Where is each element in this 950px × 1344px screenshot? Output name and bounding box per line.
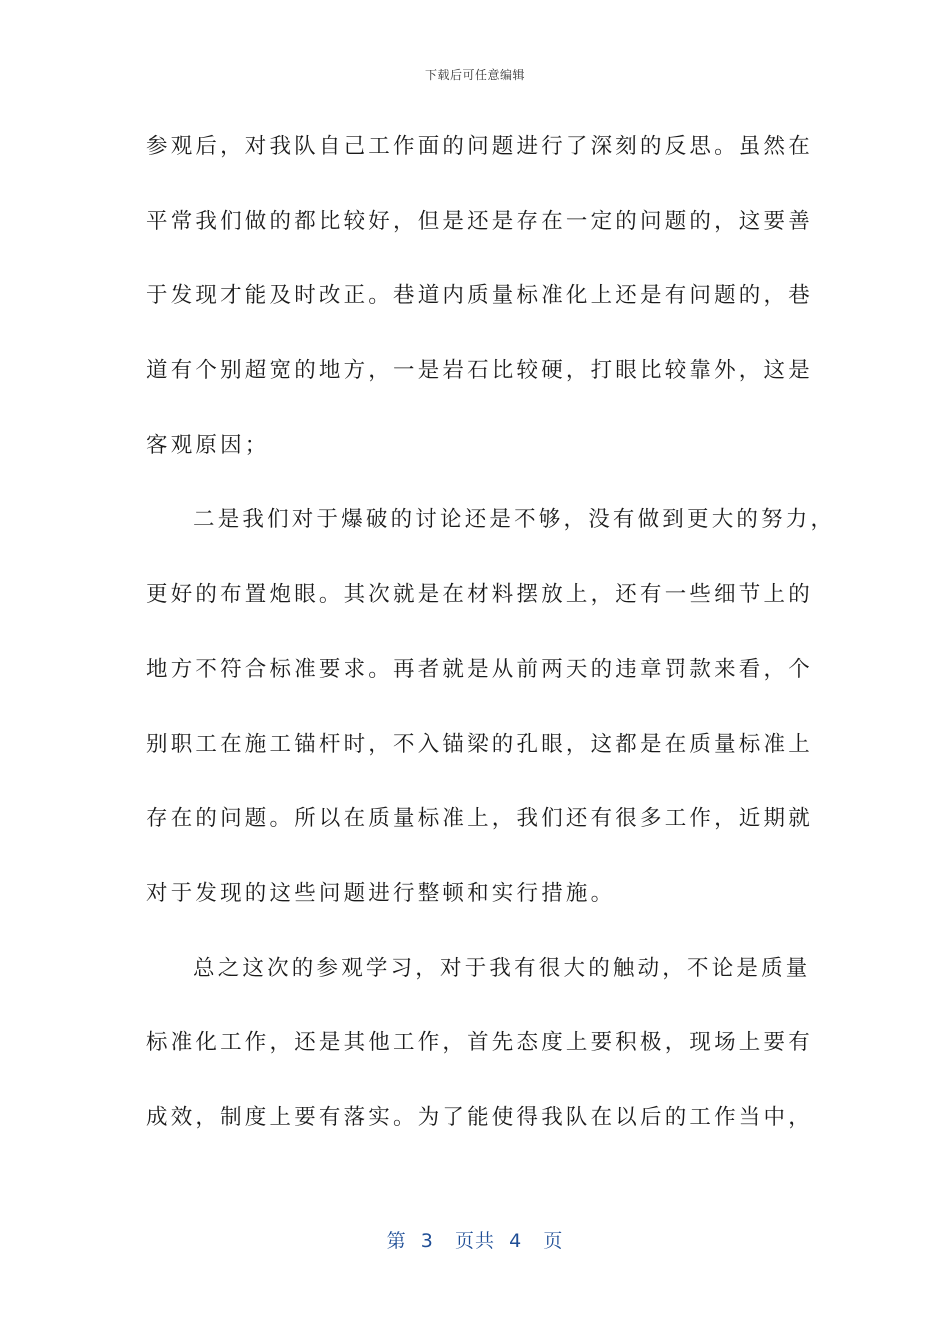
text-line: 地方不符合标准要求。再者就是从前两天的违章罚款来看，个 [146, 656, 813, 682]
text-line: 客观原因； [146, 432, 270, 458]
text-line: 别职工在施工锚杆时，不入锚梁的孔眼，这都是在质量标准上 [146, 731, 813, 757]
paragraph-first-line: 总之这次的参观学习，对于我有很大的触动，不论是质量 [193, 955, 811, 981]
footer-prefix: 第 [386, 1230, 407, 1252]
body-text [146, 127, 836, 1173]
paragraph-first-line: 二是我们对于爆破的讨论还是不够，没有做到更大的努力， [193, 507, 836, 533]
text-line: 更好的布置炮眼。其次就是在材料摆放上，还有一些细节上的 [146, 582, 813, 608]
total-page-number: 4 [509, 1230, 523, 1252]
text-line: 成效，制度上要有落实。为了能使得我队在以后的工作当中， [146, 1104, 813, 1130]
header-note: 下载后可任意编辑 [424, 68, 525, 82]
text-line: 标准化工作，还是其他工作，首先态度上要积极，现场上要有 [146, 1030, 813, 1056]
footer-middle: 页共 [454, 1230, 495, 1252]
footer-suffix: 页 [543, 1230, 564, 1252]
current-page-number: 3 [420, 1230, 434, 1252]
page-number-footer [0, 1226, 950, 1253]
text-line: 参观后，对我队自己工作面的问题进行了深刻的反思。虽然在 [146, 134, 813, 159]
text-line: 存在的问题。所以在质量标准上，我们还有很多工作，近期就 [146, 806, 813, 832]
text-line: 道有个别超宽的地方，一是岩石比较硬，打眼比较靠外，这是 [146, 358, 813, 384]
text-line: 平常我们做的都比较好，但是还是存在一定的问题的，这要善 [146, 208, 813, 234]
text-line: 对于发现的这些问题进行整顿和实行措施。 [146, 880, 616, 906]
text-line: 于发现才能及时改正。巷道内质量标准化上还是有问题的，巷 [146, 283, 813, 309]
